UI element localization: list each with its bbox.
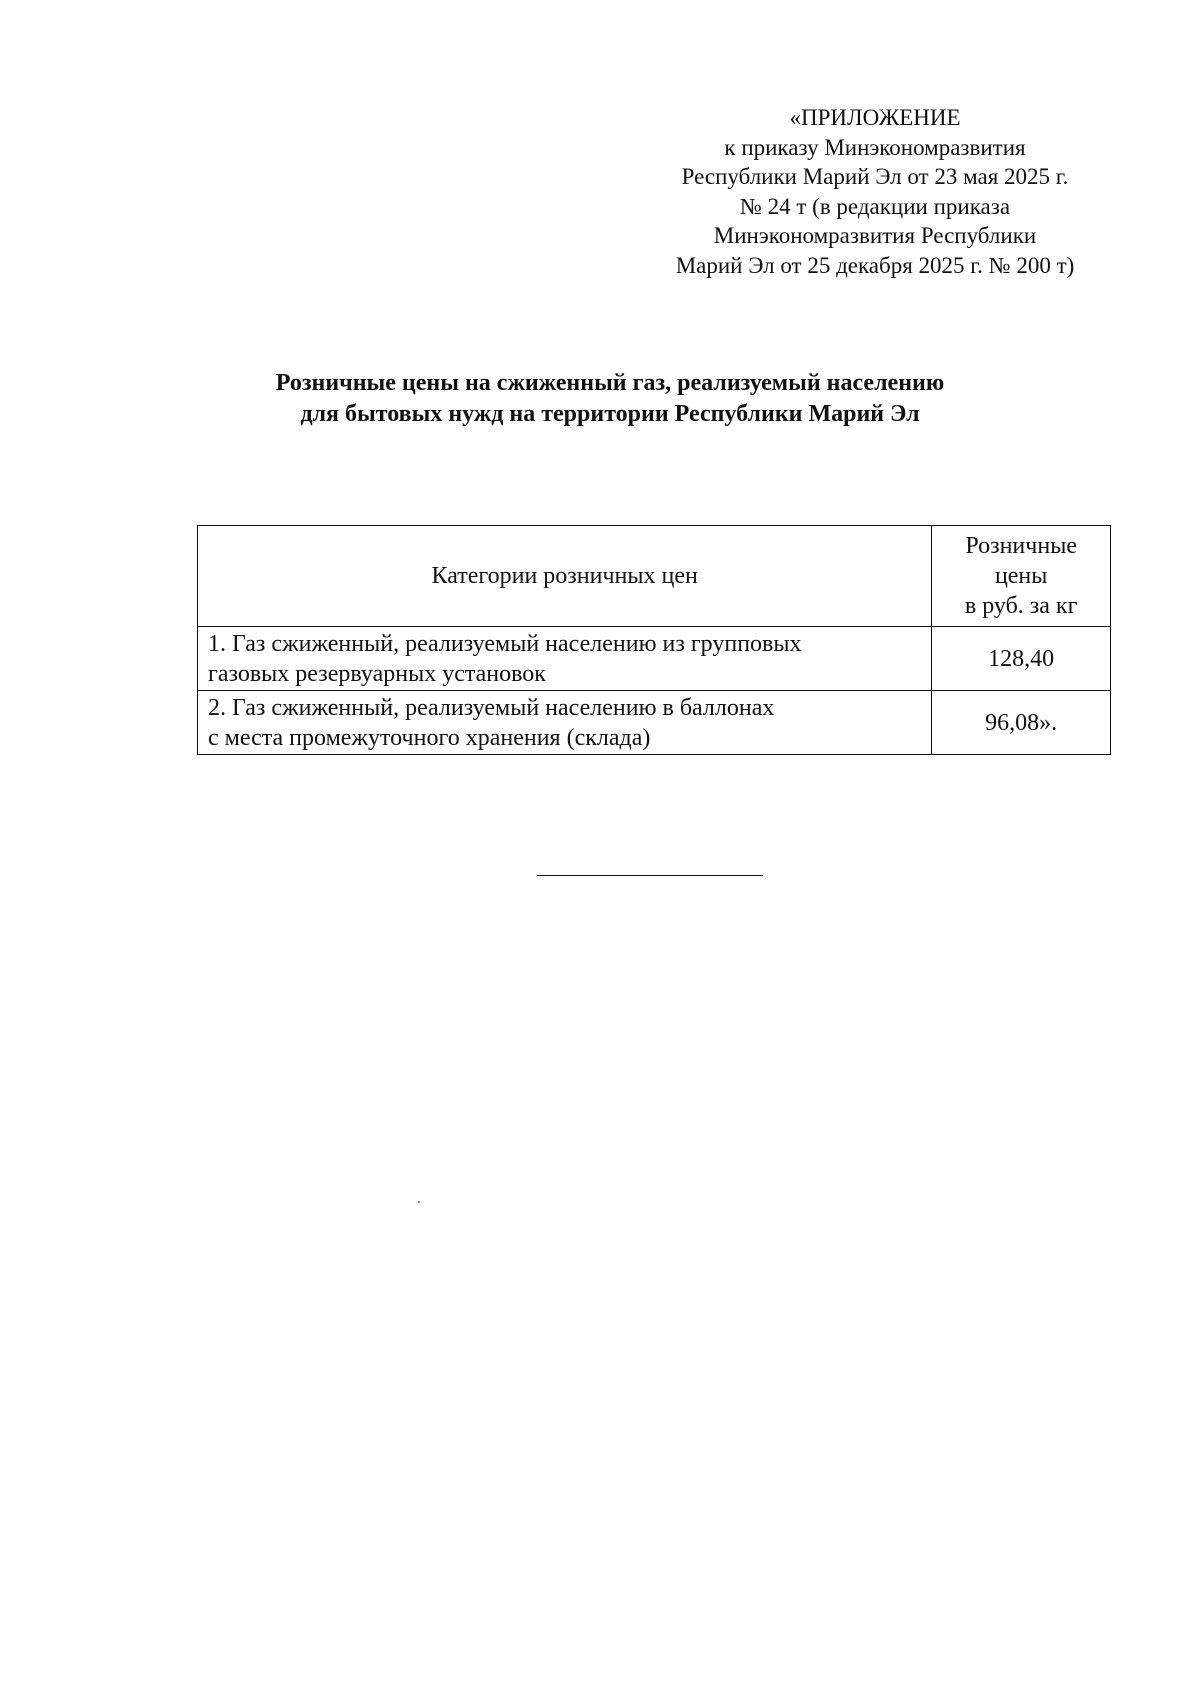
category-line: с места промежуточного хранения (склада) xyxy=(208,724,651,751)
scan-speck xyxy=(418,1201,420,1203)
price-cell: 96,08». xyxy=(932,691,1111,755)
price-table xyxy=(197,525,1111,755)
appendix-line: Республики Марий Эл от 23 мая 2025 г. xyxy=(681,164,1069,189)
category-line: 2. Газ сжиженный, реализуемый населению в баллонах xyxy=(208,694,775,721)
table-row xyxy=(198,627,1111,691)
header-category: Категории розничных цен xyxy=(198,526,932,627)
document-title xyxy=(160,368,1060,430)
header-price-line: в руб. за кг xyxy=(964,593,1078,619)
title-line: Розничные цены на сжиженный газ, реализуемый населению xyxy=(275,370,945,396)
category-cell xyxy=(198,691,932,755)
price-cell: 128,40 xyxy=(932,627,1111,691)
appendix-line: «ПРИЛОЖЕНИЕ xyxy=(789,105,961,130)
category-line: 1. Газ сжиженный, реализуемый населению из групповых xyxy=(208,630,802,657)
header-price-line: цены xyxy=(994,563,1048,589)
end-divider xyxy=(537,875,763,876)
category-cell xyxy=(198,627,932,691)
appendix-line: № 24 т (в редакции приказа xyxy=(739,193,1011,219)
title-line: для бытовых нужд на территории Республики Марий Эл xyxy=(300,401,920,427)
appendix-line: Марий Эл от 25 декабря 2025 г. № 200 т) xyxy=(675,252,1075,278)
table-row xyxy=(198,691,1111,755)
table-header-row xyxy=(198,526,1111,627)
header-price-line: Розничные xyxy=(965,533,1077,559)
header-price xyxy=(932,526,1111,627)
category-line: газовых резервуарных установок xyxy=(208,660,546,687)
appendix-line: Минэкономразвития Республики xyxy=(713,223,1037,248)
appendix-line: к приказу Минэкономразвития xyxy=(724,134,1026,160)
appendix-block xyxy=(640,103,1110,280)
